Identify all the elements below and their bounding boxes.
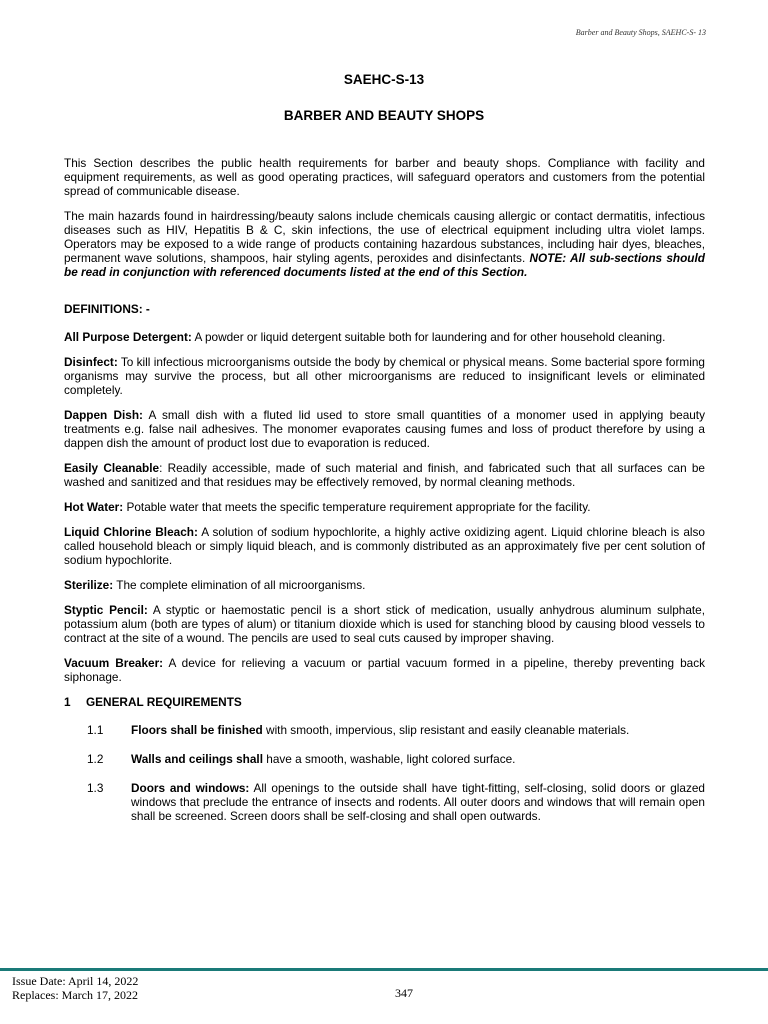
subsection-item <box>64 752 705 766</box>
definition-text: To kill infectious microorganisms outside the body by chemical or physical means. Some bacterial spore forming organisms may survive the process, but all other microorganisms are reduced to insignificant levels or eliminated completely. <box>64 355 705 397</box>
section-heading <box>64 695 705 709</box>
subsection-text: have a smooth, washable, light colored surface. <box>263 752 516 766</box>
definition-text: A powder or liquid detergent suitable both for laundering and for other household cleaning. <box>191 330 666 344</box>
definition-item <box>64 578 705 592</box>
definition-item <box>64 603 705 645</box>
definition-text: Potable water that meets the specific temperature requirement appropriate for the facility. <box>123 500 591 514</box>
footer-rule <box>0 968 768 971</box>
page-number: 347 <box>395 986 413 1000</box>
subsection-term: Doors and windows: <box>131 781 250 795</box>
definition-text: A device for relieving a vacuum or partial vacuum formed in a pipeline, thereby preventing back siphonage. <box>64 656 705 684</box>
section-title: GENERAL REQUIREMENTS <box>86 695 242 709</box>
document-body <box>64 156 705 838</box>
definition-term: Easily Cleanable <box>64 461 160 475</box>
subsection-text: with smooth, impervious, slip resistant and easily cleanable materials. <box>262 723 630 737</box>
subsection-number: 1.2 <box>87 752 104 766</box>
intro-paragraph-1: This Section describes the public health requirements for barber and beauty shops. Compliance with facility and equipment requirements, as well as good operating practices, will safeguard operators and customers from the potential spread of communicable disease. <box>64 156 705 198</box>
definition-term: Hot Water: <box>64 500 124 514</box>
definition-term: Dappen Dish: <box>64 408 143 422</box>
definitions-heading: DEFINITIONS: - <box>64 302 150 316</box>
subsection-number: 1.1 <box>87 723 104 737</box>
definition-term: Sterilize: <box>64 578 114 592</box>
definition-item <box>64 408 705 450</box>
intro-note: NOTE: All sub-sections should be read in conjunction with referenced documents listed at the end of this Section. <box>64 251 705 279</box>
intro-paragraph-2-text: The main hazards found in hairdressing/beauty salons include chemicals causing allergic or contact dermatitis, infectious diseases such as HIV, Hepatitis B & C, skin infections, the use of electrical equipment including ultra violet lamps. Operators may be exposed to a wide range of products containing hazardous substances, including hair dyes, bleaches, permanent wave solutions, shampoos, hair styling agents, peroxides and disinfectants. <box>64 209 705 265</box>
subsection-item <box>64 723 705 737</box>
footer-replaces-date: Replaces: March 17, 2022 <box>12 988 138 1002</box>
subsection-item <box>64 781 705 823</box>
definition-term: Liquid Chlorine Bleach: <box>64 525 198 539</box>
definition-term: Styptic Pencil: <box>64 603 148 617</box>
definition-item <box>64 656 705 684</box>
definition-text: The complete elimination of all microorganisms. <box>113 578 366 592</box>
document-code: SAEHC-S-13 <box>343 72 425 87</box>
definition-text: A small dish with a fluted lid used to store small quantities of a monomer used in applying beauty treatments e.g. false nail adhesives. The monomer evaporates causing fumes and loss of product therefore by using a dappen dish the amount of product lost due to evaporation is reduced. <box>64 408 705 450</box>
definition-item <box>64 500 705 514</box>
section-number: 1 <box>64 695 71 709</box>
footer-issue-date: Issue Date: April 14, 2022 <box>12 974 139 988</box>
definition-term: All Purpose Detergent: <box>64 330 192 344</box>
running-header: Barber and Beauty Shops, SAEHC-S- 13 <box>575 28 706 37</box>
definition-text: A solution of sodium hypochlorite, a highly active oxidizing agent. Liquid chlorine bleach is also called household bleach or simply liquid bleach, and is commonly distributed as an approximately five per cent solution of sodium hypochlorite. <box>64 525 705 567</box>
intro-paragraph-2 <box>64 209 705 279</box>
subsection-number: 1.3 <box>87 781 104 795</box>
subsection-term: Walls and ceilings shall <box>131 752 263 766</box>
definition-text: : Readily accessible, made of such material and finish, and fabricated such that all surfaces can be washed and sanitized and that residues may be effectively removed, by normal cleaning methods. <box>64 461 705 489</box>
definition-item <box>64 461 705 489</box>
document-title: BARBER AND BEAUTY SHOPS <box>283 108 485 123</box>
definition-text: A styptic or haemostatic pencil is a short stick of medication, usually anhydrous aluminum sulphate, potassium alum (both are types of alum) or titanium dioxide which is used for stanching blood by causing blood vessels to contract at the site of a wound. The pencils are used to seal cuts caused by improper shaving. <box>64 603 705 645</box>
subsection-text: All openings to the outside shall have tight-fitting, self-closing, solid doors or glazed windows that preclude the entrance of insects and rodents. All outer doors and windows that will remain open shall be screened. Screen doors shall be self-closing and shall open outwards. <box>131 781 705 823</box>
definition-term: Disinfect: <box>64 355 118 369</box>
definition-item <box>64 525 705 567</box>
subsection-term: Floors shall be finished <box>131 723 263 737</box>
definition-item <box>64 355 705 397</box>
definition-item <box>64 330 705 344</box>
definition-term: Vacuum Breaker: <box>64 656 164 670</box>
